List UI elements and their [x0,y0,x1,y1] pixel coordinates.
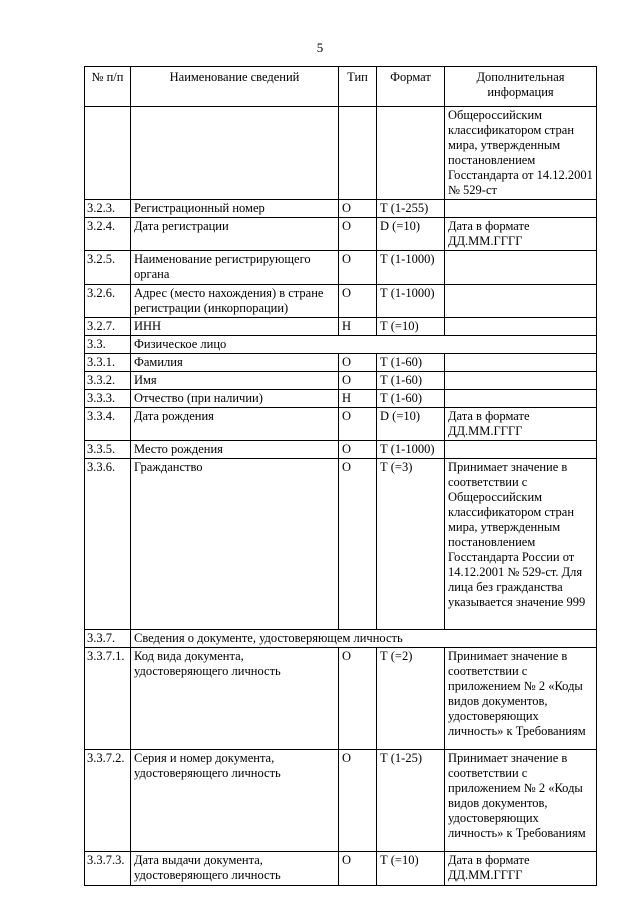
requirements-table [84,66,597,886]
requirements-table-container [84,66,596,886]
table-row [85,372,597,390]
row-no: 3.3. [85,336,131,354]
row-info [445,251,597,285]
page-number: 5 [316,40,324,55]
section-row [85,630,597,648]
row-no: 3.3.7.3. [85,852,131,886]
row-type: Н [339,390,377,408]
row-type: О [339,852,377,886]
header-type: Тип [339,67,377,107]
table-row [85,441,597,459]
row-format: D (=10) [377,408,445,441]
table-row [85,200,597,218]
header-info: Дополнительная информация [445,67,597,107]
row-format: Т (=10) [377,318,445,336]
row-name: Отчество (при наличии) [131,390,339,408]
row-name: Фамилия [131,354,339,372]
row-format: Т (=3) [377,459,445,630]
row-info [445,372,597,390]
row-format: Т (1-25) [377,750,445,852]
row-no: 3.3.2. [85,372,131,390]
row-type: О [339,441,377,459]
table-header-row [85,67,597,107]
table-row [85,648,597,750]
row-no: 3.3.3. [85,390,131,408]
table-row [85,354,597,372]
row-info [445,441,597,459]
row-type: О [339,372,377,390]
row-no: 3.2.5. [85,251,131,285]
table-row [85,285,597,318]
row-info: Дата в формате ДД.ММ.ГГГГ [445,218,597,251]
row-name: Гражданство [131,459,339,630]
row-no: 3.3.1. [85,354,131,372]
row-name: Дата выдачи документа, удостоверяющего личность [131,852,339,886]
row-name: Код вида документа, удостоверяющего личность [131,648,339,750]
row-no: 3.3.4. [85,408,131,441]
row-info: Принимает значение в соответствии с приложением № 2 «Коды видов документов, удостоверяющих личность» к Требованиям [445,648,597,750]
row-name: Регистрационный номер [131,200,339,218]
table-row [85,408,597,441]
row-type: Н [339,318,377,336]
row-no: 3.2.3. [85,200,131,218]
row-type: О [339,408,377,441]
section-title: Физическое лицо [131,336,597,354]
row-info: Дата в формате ДД.ММ.ГГГГ [445,852,597,886]
table-row [85,750,597,852]
row-info [445,354,597,372]
row-no: 3.2.4. [85,218,131,251]
row-info: Дата в формате ДД.ММ.ГГГГ [445,408,597,441]
row-no: 3.2.6. [85,285,131,318]
row-no: 3.3.6. [85,459,131,630]
section-title: Сведения о документе, удостоверяющем личность [131,630,597,648]
section-row [85,336,597,354]
row-name: ИНН [131,318,339,336]
row-type: О [339,459,377,630]
row-no: 3.2.7. [85,318,131,336]
row-no: 3.3.7.1. [85,648,131,750]
row-type: О [339,750,377,852]
row-info [445,285,597,318]
table-row [85,852,597,886]
row-type: О [339,285,377,318]
row-info: Принимает значение в соответствии с Общероссийским классификатором стран мира, утвержденным постановлением Госстандарта России от 14.12.2001 № 529-ст. Для лица без гражданства указывается значение 999 [445,459,597,630]
row-type: О [339,218,377,251]
row-format: Т (1-60) [377,372,445,390]
row-format: D (=10) [377,218,445,251]
row-info [445,200,597,218]
row-type: О [339,251,377,285]
row-format: Т (1-60) [377,354,445,372]
row-type: О [339,354,377,372]
continuation-row [85,107,597,200]
row-name: Дата регистрации [131,218,339,251]
row-format: Т (1-1000) [377,285,445,318]
row-name: Адрес (место нахождения) в стране регистрации (инкорпорации) [131,285,339,318]
table-row [85,218,597,251]
row-name: Наименование регистрирующего органа [131,251,339,285]
table-row [85,318,597,336]
row-info [445,318,597,336]
row-type: О [339,648,377,750]
row-type: О [339,200,377,218]
row-name: Имя [131,372,339,390]
header-no: № п/п [85,67,131,107]
row-no: 3.3.7. [85,630,131,648]
header-format: Формат [377,67,445,107]
row-no: 3.3.5. [85,441,131,459]
table-row [85,390,597,408]
continuation-info: Общероссийским классификатором стран мира, утвержденным постановлением Госстандарта от 14.12.2001 № 529-ст [445,107,597,200]
header-name: Наименование сведений [131,67,339,107]
table-row [85,251,597,285]
row-no: 3.3.7.2. [85,750,131,852]
row-info [445,390,597,408]
row-format: Т (1-1000) [377,441,445,459]
row-name: Место рождения [131,441,339,459]
row-format: Т (1-60) [377,390,445,408]
row-format: Т (1-1000) [377,251,445,285]
row-name: Дата рождения [131,408,339,441]
row-format: Т (=2) [377,648,445,750]
row-format: Т (=10) [377,852,445,886]
table-row [85,459,597,630]
row-format: Т (1-255) [377,200,445,218]
row-info: Принимает значение в соответствии с приложением № 2 «Коды видов документов, удостоверяющих личность» к Требованиям [445,750,597,852]
row-name: Серия и номер документа, удостоверяющего личность [131,750,339,852]
